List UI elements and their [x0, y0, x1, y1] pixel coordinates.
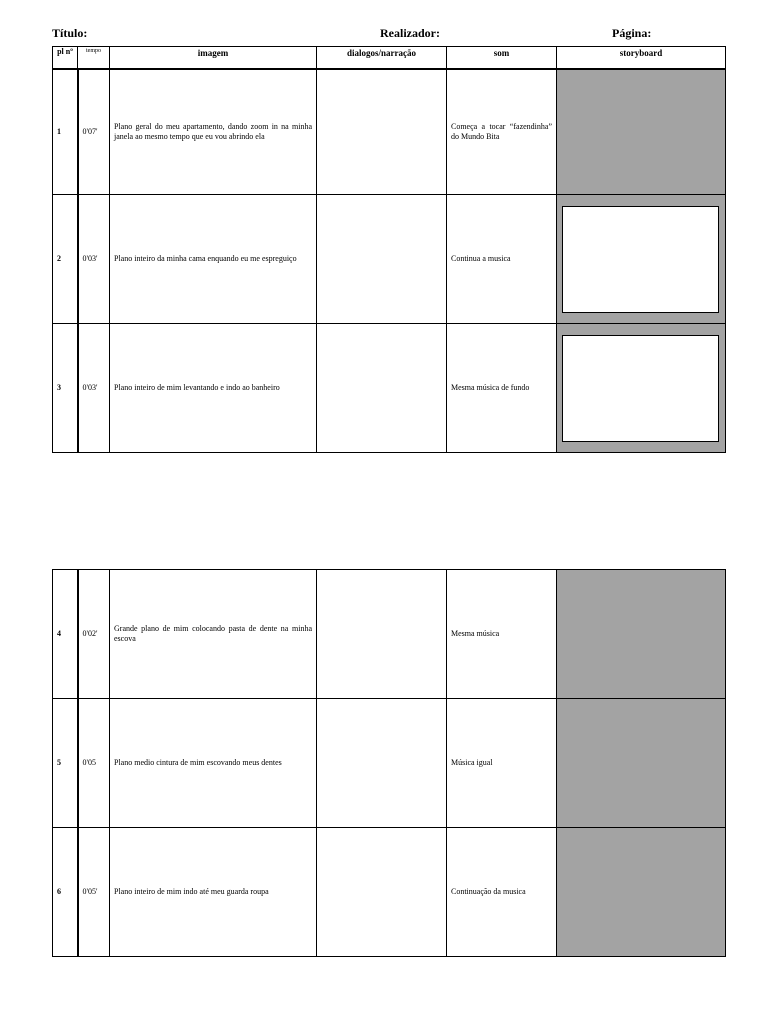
storyboard-cell: [557, 194, 726, 323]
shot-duration: 0'03': [78, 323, 110, 452]
shot-image-description: Plano medio cintura de mim escovando meus dentes: [110, 699, 317, 828]
shot-image-description: Plano inteiro da minha cama enquando eu me espreguiço: [110, 194, 317, 323]
shot-sound: Mesma música: [447, 570, 557, 699]
storyboard-table-page-bottom: [52, 569, 726, 957]
shot-number: 2: [53, 194, 78, 323]
shot-dialogue: [317, 570, 447, 699]
shot-sound: Começa a tocar “fazendinha” do Mundo Bita: [447, 69, 557, 194]
table-row: [53, 194, 726, 323]
shot-sound: Mesma música de fundo: [447, 323, 557, 452]
table-row: [53, 570, 726, 699]
storyboard-cell: [557, 69, 726, 194]
shot-duration: 0'07': [78, 69, 110, 194]
shot-image-description: Plano inteiro de mim levantando e indo ao banheiro: [110, 323, 317, 452]
shot-image-description: Grande plano de mim colocando pasta de dente na minha escova: [110, 570, 317, 699]
col-header-dialogos: dialogos/narração: [317, 47, 447, 70]
storyboard-frame: [562, 335, 719, 442]
shot-sound: Música igual: [447, 699, 557, 828]
storyboard-cell: [557, 570, 726, 699]
shot-number: 1: [53, 69, 78, 194]
col-header-storyboard: storyboard: [557, 47, 726, 70]
shot-duration: 0'05': [78, 828, 110, 957]
title-label: Título:: [52, 26, 88, 40]
shot-sound: Continua a musica: [447, 194, 557, 323]
col-header-imagem: imagem: [110, 47, 317, 70]
shot-image-description: Plano geral do meu apartamento, dando zoom in na minha janela ao mesmo tempo que eu vou abrindo ela: [110, 69, 317, 194]
storyboard-table-page-top: [52, 46, 726, 453]
storyboard-cell: [557, 699, 726, 828]
shot-number: 6: [53, 828, 78, 957]
table-row: [53, 323, 726, 452]
shot-number: 4: [53, 570, 78, 699]
col-header-pl: pl nº: [53, 47, 78, 70]
shot-dialogue: [317, 323, 447, 452]
director-label: Realizador:: [380, 26, 440, 40]
shot-dialogue: [317, 194, 447, 323]
storyboard-frame: [562, 206, 719, 313]
table-row: [53, 828, 726, 957]
table-row: [53, 69, 726, 194]
shot-dialogue: [317, 828, 447, 957]
col-header-tempo: tempo: [78, 47, 110, 70]
column-headers: [53, 47, 726, 70]
shot-number: 5: [53, 699, 78, 828]
col-header-som: som: [447, 47, 557, 70]
shot-duration: 0'05: [78, 699, 110, 828]
shot-image-description: Plano inteiro de mim indo até meu guarda roupa: [110, 828, 317, 957]
shot-sound: Continuação da musica: [447, 828, 557, 957]
shot-dialogue: [317, 69, 447, 194]
shot-duration: 0'03': [78, 194, 110, 323]
shot-number: 3: [53, 323, 78, 452]
shot-duration: 0'02': [78, 570, 110, 699]
storyboard-cell: [557, 323, 726, 452]
storyboard-cell: [557, 828, 726, 957]
page-label: Página:: [612, 26, 652, 40]
shot-dialogue: [317, 699, 447, 828]
table-row: [53, 699, 726, 828]
